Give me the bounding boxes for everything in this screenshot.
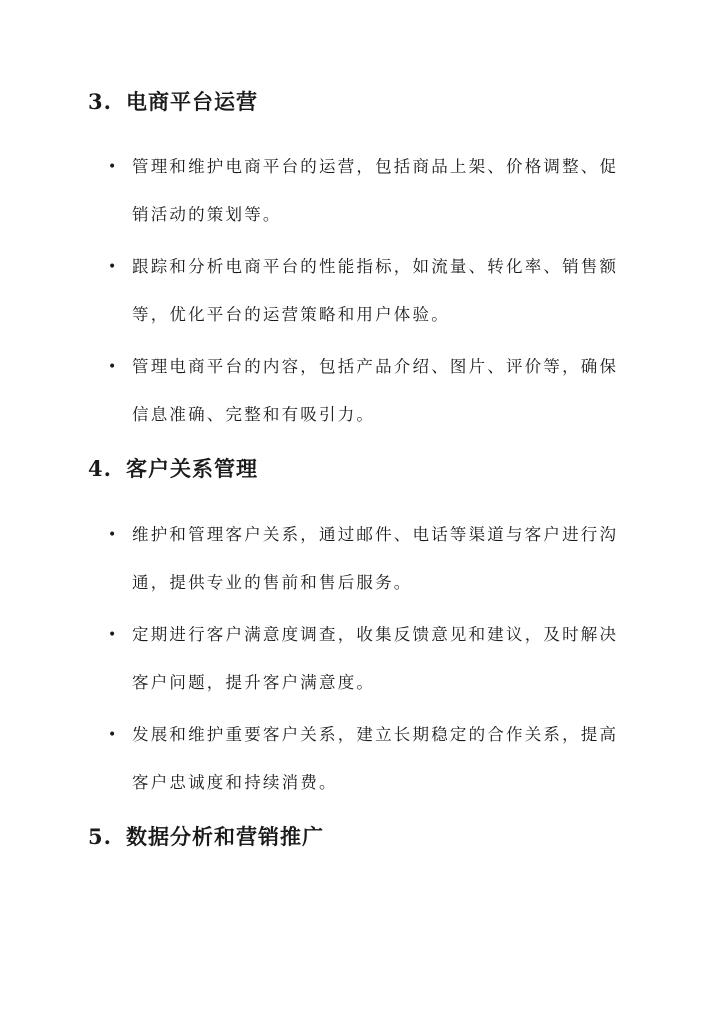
bullet-icon: • bbox=[108, 259, 119, 275]
list-item bbox=[108, 711, 620, 807]
section-number: 4. bbox=[88, 456, 112, 481]
bullet-icon: • bbox=[108, 727, 119, 743]
list-item bbox=[108, 511, 620, 607]
list-item bbox=[108, 343, 620, 439]
section-title: 数据分析和营销推广 bbox=[126, 824, 324, 849]
bullet-icon: • bbox=[108, 527, 119, 543]
list-item-text: 管理和维护电商平台的运营，包括商品上架、价格调整、促销活动的策划等。 bbox=[132, 157, 619, 224]
list-item-text: 维护和管理客户关系，通过邮件、电话等渠道与客户进行沟通，提供专业的售前和售后服务。 bbox=[132, 525, 619, 592]
section-heading bbox=[88, 455, 258, 483]
section-number: 5. bbox=[88, 824, 112, 849]
list-item-text: 管理电商平台的内容，包括产品介绍、图片、评价等，确保信息准确、完整和有吸引力。 bbox=[132, 357, 619, 424]
bullet-icon: • bbox=[108, 627, 119, 643]
bullet-icon: • bbox=[108, 359, 119, 375]
section-number: 3. bbox=[88, 89, 112, 114]
bullet-icon: • bbox=[108, 159, 119, 175]
list-item-text: 跟踪和分析电商平台的性能指标，如流量、转化率、销售额等，优化平台的运营策略和用户体验。 bbox=[132, 257, 619, 324]
list-item bbox=[108, 611, 620, 707]
section-title: 客户关系管理 bbox=[126, 456, 258, 481]
list-item bbox=[108, 243, 620, 339]
list-item-text: 发展和维护重要客户关系，建立长期稳定的合作关系，提高客户忠诚度和持续消费。 bbox=[132, 725, 619, 792]
list-item-text: 定期进行客户满意度调查，收集反馈意见和建议，及时解决客户问题，提升客户满意度。 bbox=[132, 625, 619, 692]
list-item bbox=[108, 143, 620, 239]
section-heading bbox=[88, 88, 258, 116]
section-heading bbox=[88, 823, 324, 851]
section-title: 电商平台运营 bbox=[126, 89, 258, 114]
